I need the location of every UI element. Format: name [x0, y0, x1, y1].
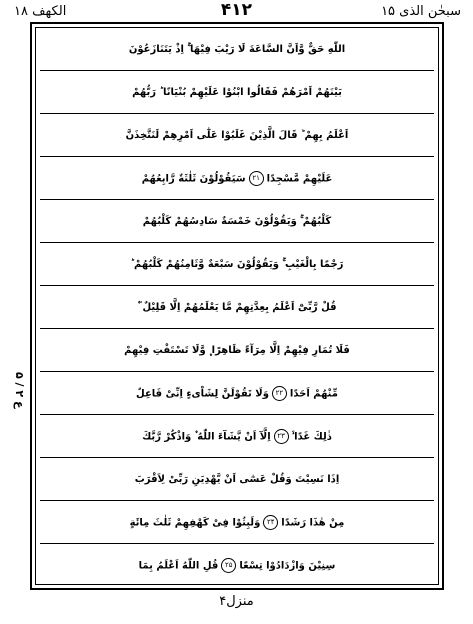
manzil-footer: منزل۴	[219, 594, 254, 609]
text-frame-inner	[35, 27, 439, 585]
verse-segment: وَلَبِثُوْا فِىْ كَهْفِهِمْ ثَلٰثَ مِائَةٍ	[129, 517, 261, 528]
verse-segment: رَجْمًا بِالْغَيْبِ ۚ وَيَقُوْلُوْنَ سَبْعَةٌ وَّثَامِنُهُمْ كَلْبُهُمْ ؕ	[130, 258, 344, 270]
verse-text	[40, 474, 434, 485]
verse-line	[40, 329, 434, 372]
verse-text	[40, 558, 434, 573]
verse-segment: كَلْبُهُمْ ۚ وَيَقُوْلُوْنَ خَمْسَةٌ سَادِسُهُمْ كَلْبُهُمْ	[142, 215, 332, 227]
verse-text	[40, 429, 434, 444]
verse-line	[40, 28, 434, 71]
ayah-number-marker: ۲۳	[274, 429, 289, 444]
verse-segment: وَلَا تَقُوْلَنَّ لِشَاْىءٍ اِنِّىْ فَاعِلٌ	[136, 388, 269, 399]
verse-line	[40, 200, 434, 243]
surah-label: الکھف ۱۸	[14, 4, 67, 19]
verse-line	[40, 243, 434, 286]
verse-text	[40, 216, 434, 227]
ayah-number-marker: ۲۱	[249, 171, 264, 186]
verse-segment: اِلَّآ اَنْ يَّشَآءَ اللّٰهُ ۫ وَاذْكُرْ رَّبَّكَ	[142, 431, 271, 442]
ayah-number-marker: ۲۴	[263, 515, 278, 530]
text-frame	[30, 22, 444, 590]
verse-segment: ذٰلِكَ غَدًا ۙ	[291, 431, 332, 442]
ruku-marker: ع ۲ / ۵	[13, 372, 26, 409]
page-number: ۴۱۲	[220, 0, 253, 20]
verse-text	[40, 515, 434, 530]
verse-segment: مِنْ هٰذَا رَشَدًا	[281, 517, 345, 528]
verse-line	[40, 71, 434, 114]
verse-segment: اِذَا نَسِيْتَ وَقُلْ عَسٰٓى اَنْ يَّهْدِيَنِ رَبِّىْ لِاَقْرَبَ	[134, 473, 340, 485]
verse-segment: مِّنْهُمْ اَحَدًا	[289, 388, 338, 399]
verse-line	[40, 458, 434, 501]
verse-text	[40, 302, 434, 313]
verse-line	[40, 286, 434, 329]
verse-segment: قُلْ رَّبِّىْٓ اَعْلَمُ بِعِدَّتِهِمْ مَّا يَعْلَمُهُمْ اِلَّا قَلِيْلٌ ۬ ۫	[137, 301, 337, 313]
verse-line	[40, 114, 434, 157]
ayah-number-marker: ۲۵	[221, 558, 236, 573]
verse-line	[40, 372, 434, 415]
verse-line	[40, 501, 434, 544]
verse-segment: اللّٰهِ حَقٌّ وَّاَنَّ السَّاعَةَ لَا رَيْبَ فِيْهَا ۚ اِذْ يَتَنَازَعُوْنَ	[128, 43, 346, 55]
juz-label: سبحٰن الذی ۱۵	[381, 4, 461, 19]
verse-text	[40, 386, 434, 401]
verse-text	[40, 345, 434, 356]
verse-segment: سَيَقُوْلُوْنَ ثَلٰثَةٌ رَّابِعُهُمْ	[141, 173, 246, 184]
verse-text	[40, 87, 434, 98]
verse-line	[40, 415, 434, 458]
verse-segment: قُلِ اللّٰهُ اَعْلَمُ بِمَا	[138, 560, 219, 572]
verse-text	[40, 259, 434, 270]
verse-line	[40, 157, 434, 200]
verse-segment: عَلَيْهِمْ مَّسْجِدًا	[266, 173, 333, 184]
verse-segment: سِنِيْنَ وَازْدَادُوْا تِسْعًا	[239, 560, 336, 572]
verse-segment: اَعْلَمُ بِهِمْ ؕ قَالَ الَّذِيْنَ غَلَبُوْا عَلٰٓى اَمْرِهِمْ لَنَتَّخِذَنَّ	[125, 129, 349, 141]
verse-text	[40, 130, 434, 141]
verse-segment: فَلَا تُمَارِ فِيْهِمْ اِلَّا مِرَآءً ظَاهِرًا ۪ وَّلَا تَسْتَفْتِ فِيْهِمْ	[124, 344, 350, 356]
verse-text	[40, 171, 434, 186]
ayah-number-marker: ۲۲	[272, 386, 287, 401]
verse-segment: بَيْنَهُمْ اَمْرَهُمْ فَقَالُوا ابْنُوْا عَلَيْهِمْ بُنْيَانًا ؕ رَبُّهُمْ	[132, 86, 342, 98]
verse-line	[40, 544, 434, 587]
verse-text	[40, 44, 434, 55]
